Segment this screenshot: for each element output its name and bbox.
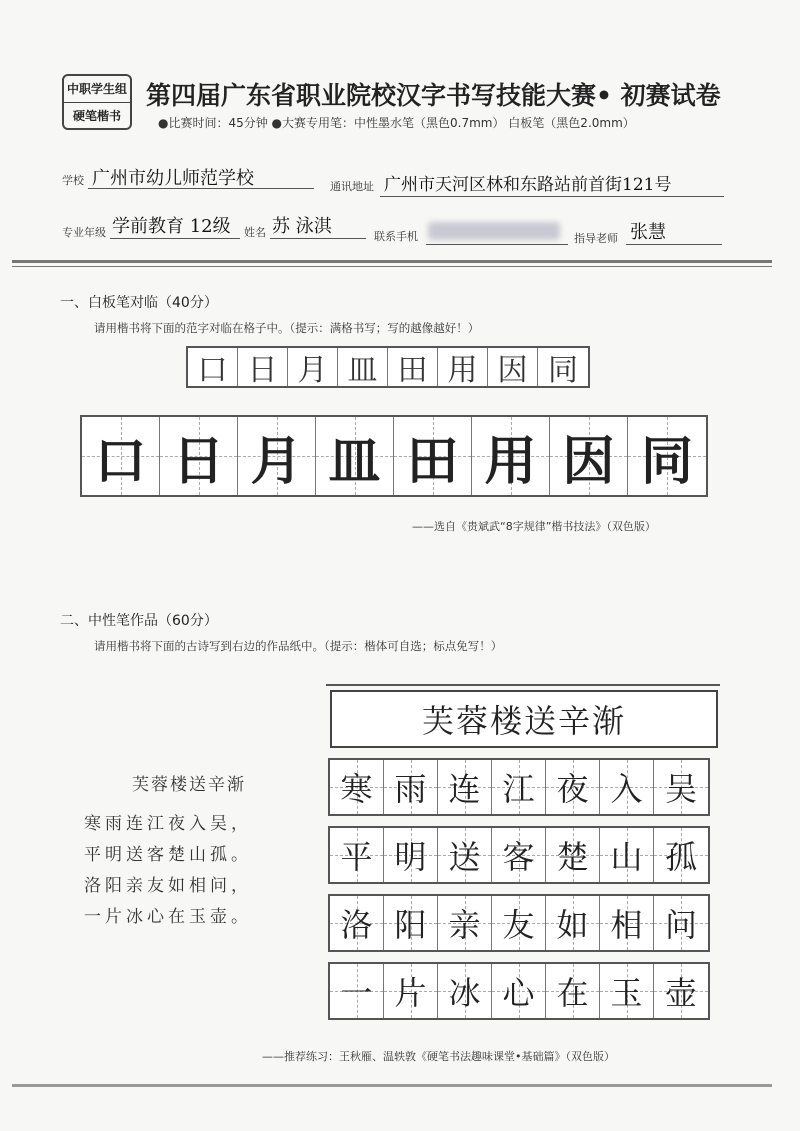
written-cell: 吴 <box>654 760 708 814</box>
written-cell: 相 <box>600 896 654 950</box>
header-rule <box>12 260 772 263</box>
written-cell: 心 <box>492 964 546 1018</box>
address-label: 通讯地址 <box>330 180 374 193</box>
model-char-cell: 日 <box>160 417 238 495</box>
major-label: 专业年级 <box>62 226 106 239</box>
school-value: 广州市幼儿师范学校 <box>92 168 254 189</box>
name-value: 苏 泳淇 <box>272 216 332 237</box>
written-cell: 客 <box>492 828 546 882</box>
written-cell: 如 <box>546 896 600 950</box>
written-cell: 连 <box>438 760 492 814</box>
written-row-2 <box>328 826 710 884</box>
model-char-cell: 口 <box>82 417 160 495</box>
poem-line: 寒雨连江夜入吴， <box>84 814 252 834</box>
written-cell: 友 <box>492 896 546 950</box>
major-value: 学前教育 12级 <box>112 216 231 237</box>
written-cell: 入 <box>600 760 654 814</box>
poem-line: 一片冰心在玉壶。 <box>84 907 252 927</box>
footer-rule <box>12 1084 772 1087</box>
section1-credit: ——选自《贵斌武“8字规律”楷书技法》（双色版） <box>412 520 656 533</box>
written-cell: 一 <box>330 964 384 1018</box>
poem-title: 芙蓉楼送辛渐 <box>132 775 246 795</box>
category-badge <box>62 74 132 130</box>
written-row-4 <box>328 962 710 1020</box>
phone-redacted <box>428 222 560 240</box>
section2-heading: 二、中性笔作品（60分） <box>60 613 218 629</box>
handwritten-cell: 皿 <box>338 348 388 386</box>
written-cell: 送 <box>438 828 492 882</box>
handwritten-cell: 同 <box>548 353 578 388</box>
section2-instruction: 请用楷书将下面的古诗写到右边的作品纸中。（提示：楷体可自选；标点免写！） <box>94 639 503 653</box>
work-paper-top-rule <box>326 684 720 686</box>
model-char-cell: 田 <box>394 417 472 495</box>
name-label: 姓名 <box>244 226 266 239</box>
phone-underline <box>426 244 568 245</box>
section2-credit: ——推荐练习：王秋雁、温轶敦《硬笔书法趣味课堂•基础篇》（双色版） <box>262 1050 615 1063</box>
written-cell: 山 <box>600 828 654 882</box>
section1-instruction: 请用楷书将下面的范字对临在格子中。（提示：满格书写；写的越像越好！） <box>94 321 480 335</box>
badge-line1: 中职学生组 <box>64 76 130 103</box>
handwritten-cell: 月 <box>288 348 338 386</box>
teacher-underline <box>626 244 722 245</box>
written-cell: 阳 <box>384 896 438 950</box>
page-title: 第四届广东省职业院校汉字书写技能大赛• 初赛试卷 <box>146 81 721 110</box>
handwritten-cell: 日 <box>238 348 288 386</box>
model-char-cell: 同 <box>628 417 706 495</box>
model-char-cell: 用 <box>472 417 550 495</box>
teacher-label: 指导老师 <box>574 232 618 245</box>
header-rule-thin <box>12 266 772 267</box>
model-char-cell: 月 <box>238 417 316 495</box>
written-cell: 平 <box>330 828 384 882</box>
handwritten-cell: 田 <box>388 348 438 386</box>
written-cell: 在 <box>546 964 600 1018</box>
school-label: 学校 <box>62 174 84 187</box>
model-char-cell: 因 <box>550 417 628 495</box>
name-underline <box>270 238 366 239</box>
handwritten-cell: 口 <box>188 348 238 386</box>
written-cell: 江 <box>492 760 546 814</box>
written-title: 芙蓉楼送辛渐 <box>421 702 626 740</box>
poem-reference <box>84 770 294 933</box>
handwritten-cell: 因 <box>488 348 538 386</box>
handwritten-cell: 用 <box>438 348 488 386</box>
written-cell: 孤 <box>654 828 708 882</box>
major-underline <box>110 238 240 239</box>
written-cell: 楚 <box>546 828 600 882</box>
address-underline <box>380 196 724 197</box>
written-cell: 壶 <box>654 964 708 1018</box>
written-title-box <box>330 690 718 748</box>
written-cell: 寒 <box>330 760 384 814</box>
written-cell: 片 <box>384 964 438 1018</box>
written-row-1 <box>328 758 710 816</box>
model-char-cell: 皿 <box>316 417 394 495</box>
written-row-3 <box>328 894 710 952</box>
badge-line2: 硬笔楷书 <box>72 109 121 123</box>
written-cell: 玉 <box>600 964 654 1018</box>
written-cell: 雨 <box>384 760 438 814</box>
poem-line: 洛阳亲友如相问， <box>84 876 252 896</box>
section1-heading: 一、白板笔对临（40分） <box>60 295 218 311</box>
written-cell: 问 <box>654 896 708 950</box>
written-cell: 明 <box>384 828 438 882</box>
written-cell: 洛 <box>330 896 384 950</box>
school-underline <box>88 188 314 189</box>
written-cell: 亲 <box>438 896 492 950</box>
exam-info: ●比赛时间：45分钟 ●大赛专用笔：中性墨水笔（黑色0.7mm） 白板笔（黑色2.0mm） <box>158 116 635 130</box>
address-value: 广州市天河区林和东路站前首街121号 <box>384 175 672 195</box>
teacher-value: 张慧 <box>630 222 666 243</box>
handwritten-grid <box>186 346 590 388</box>
phone-label: 联系手机 <box>374 230 418 243</box>
written-cell: 夜 <box>546 760 600 814</box>
model-char-grid <box>80 415 708 497</box>
poem-line: 平明送客楚山孤。 <box>84 845 252 865</box>
written-cell: 冰 <box>438 964 492 1018</box>
